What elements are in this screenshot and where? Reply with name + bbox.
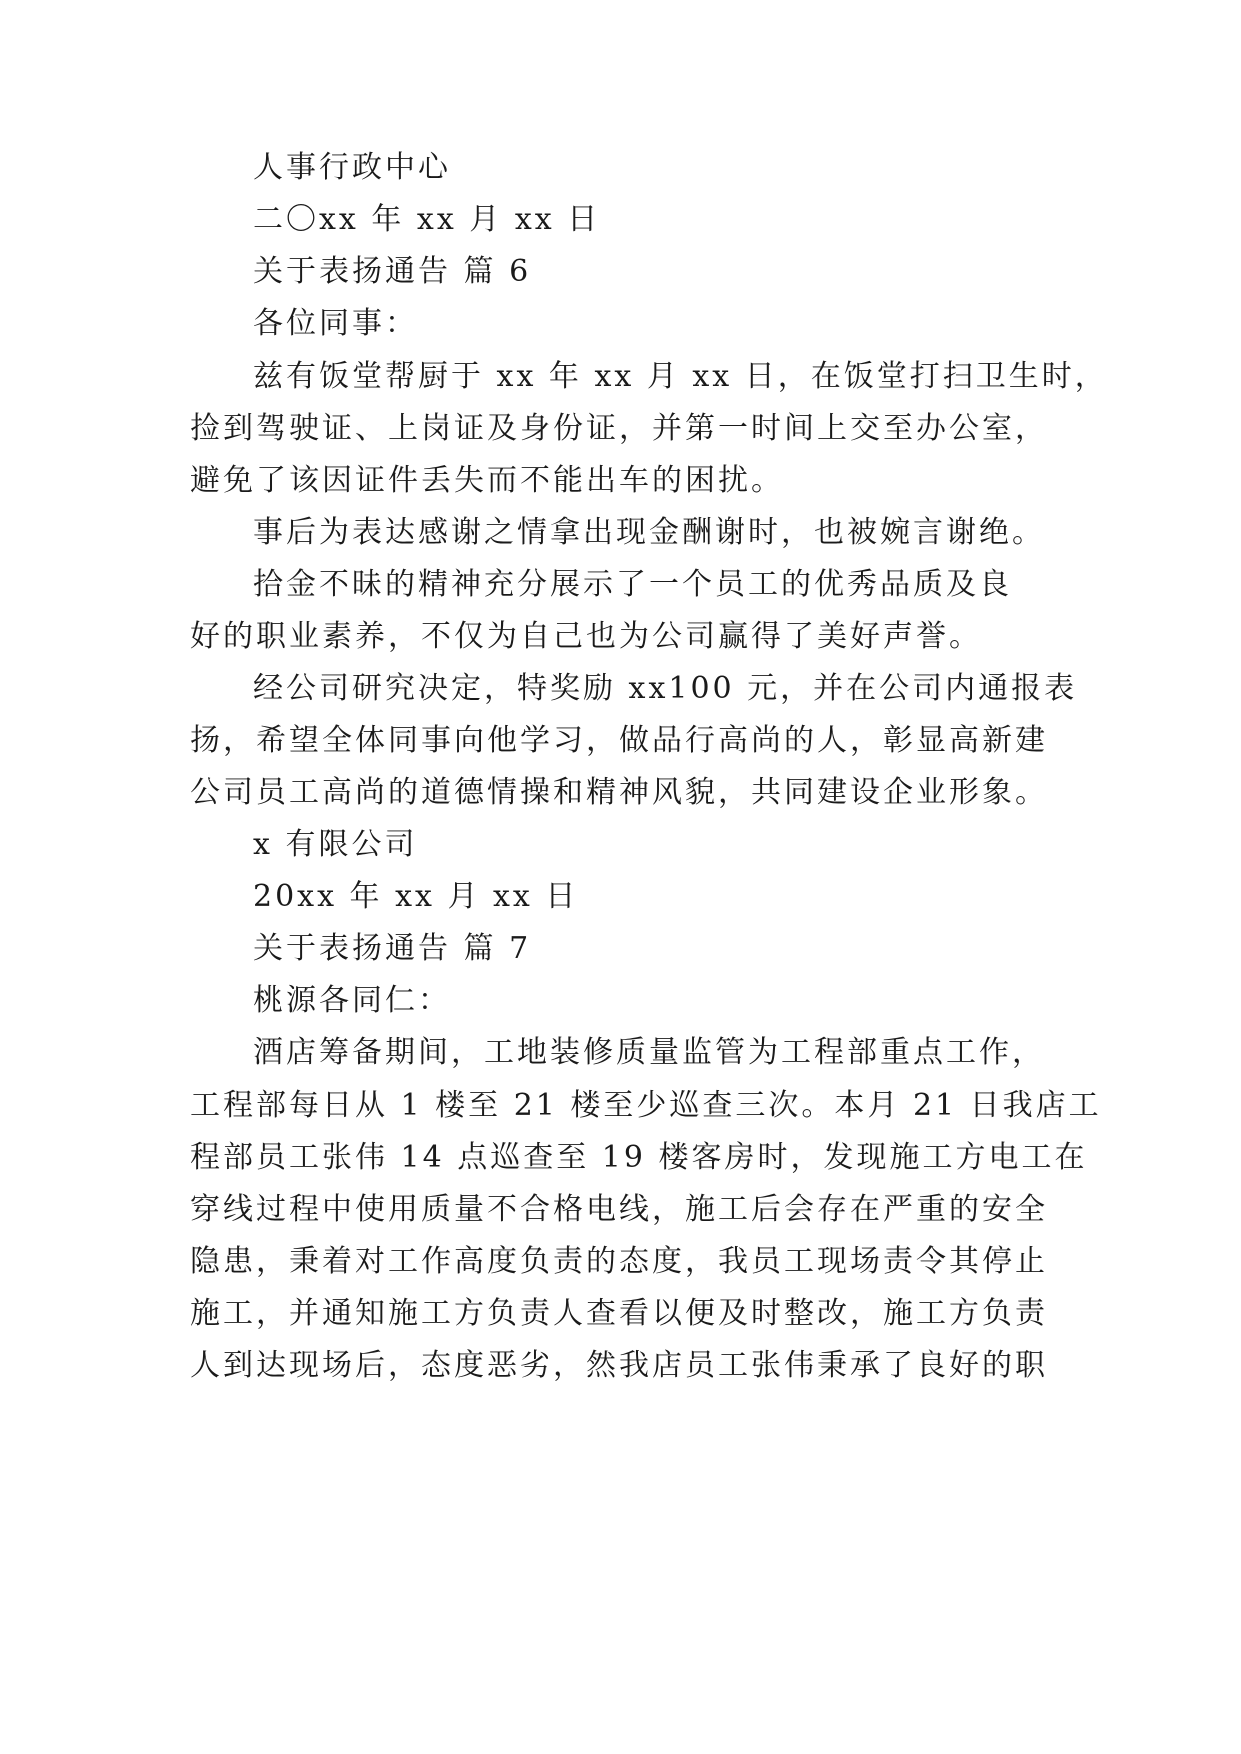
paragraph-line: 施工，并通知施工方负责人查看以便及时整改，施工方负责 (190, 1296, 1048, 1331)
salutation: 各位同事： (253, 306, 418, 341)
paragraph-line: 穿线过程中使用质量不合格电线，施工后会存在严重的安全 (190, 1192, 1048, 1227)
paragraph-line: 酒店筹备期间，工地装修质量监管为工程部重点工作， (253, 1035, 1045, 1070)
paragraph-line: 公司员工高尚的道德情操和精神风貌，共同建设企业形象。 (190, 775, 1048, 810)
notice-title-7: 关于表扬通告 篇 7 (253, 931, 532, 966)
paragraph-line: 程部员工张伟 14 点巡查至 19 楼客房时，发现施工方电工在 (190, 1140, 1088, 1175)
paragraph-line: 经公司研究决定，特奖励 xx100 元，并在公司内通报表 (253, 671, 1078, 706)
salutation: 桃源各同仁： (253, 983, 451, 1018)
sender-date: 二〇xx 年 xx 月 xx 日 (253, 202, 601, 237)
paragraph-line: 事后为表达感谢之情拿出现金酬谢时，也被婉言谢绝。 (253, 515, 1045, 550)
paragraph-line: 拾金不昧的精神充分展示了一个员工的优秀品质及良 (253, 567, 1012, 602)
paragraph-line: 兹有饭堂帮厨于 xx 年 xx 月 xx 日，在饭堂打扫卫生时， (253, 359, 1108, 394)
signature-date: 20xx 年 xx 月 xx 日 (253, 879, 579, 914)
sender-department: 人事行政中心 (253, 150, 451, 185)
paragraph-line: 人到达现场后，态度恶劣，然我店员工张伟秉承了良好的职 (190, 1348, 1048, 1383)
notice-title-6: 关于表扬通告 篇 6 (253, 254, 532, 289)
paragraph-line: 捡到驾驶证、上岗证及身份证，并第一时间上交至办公室， (190, 411, 1048, 446)
paragraph-line: 避免了该因证件丢失而不能出车的困扰。 (190, 463, 784, 498)
paragraph-line: 隐患，秉着对工作高度负责的态度，我员工现场责令其停止 (190, 1244, 1048, 1279)
paragraph-line: 好的职业素养，不仅为自己也为公司赢得了美好声誉。 (190, 619, 982, 654)
signature-company: x 有限公司 (253, 827, 418, 862)
paragraph-line: 扬，希望全体同事向他学习，做品行高尚的人，彰显高新建 (190, 723, 1048, 758)
paragraph-line: 工程部每日从 1 楼至 21 楼至少巡查三次。本月 21 日我店工 (190, 1088, 1102, 1123)
